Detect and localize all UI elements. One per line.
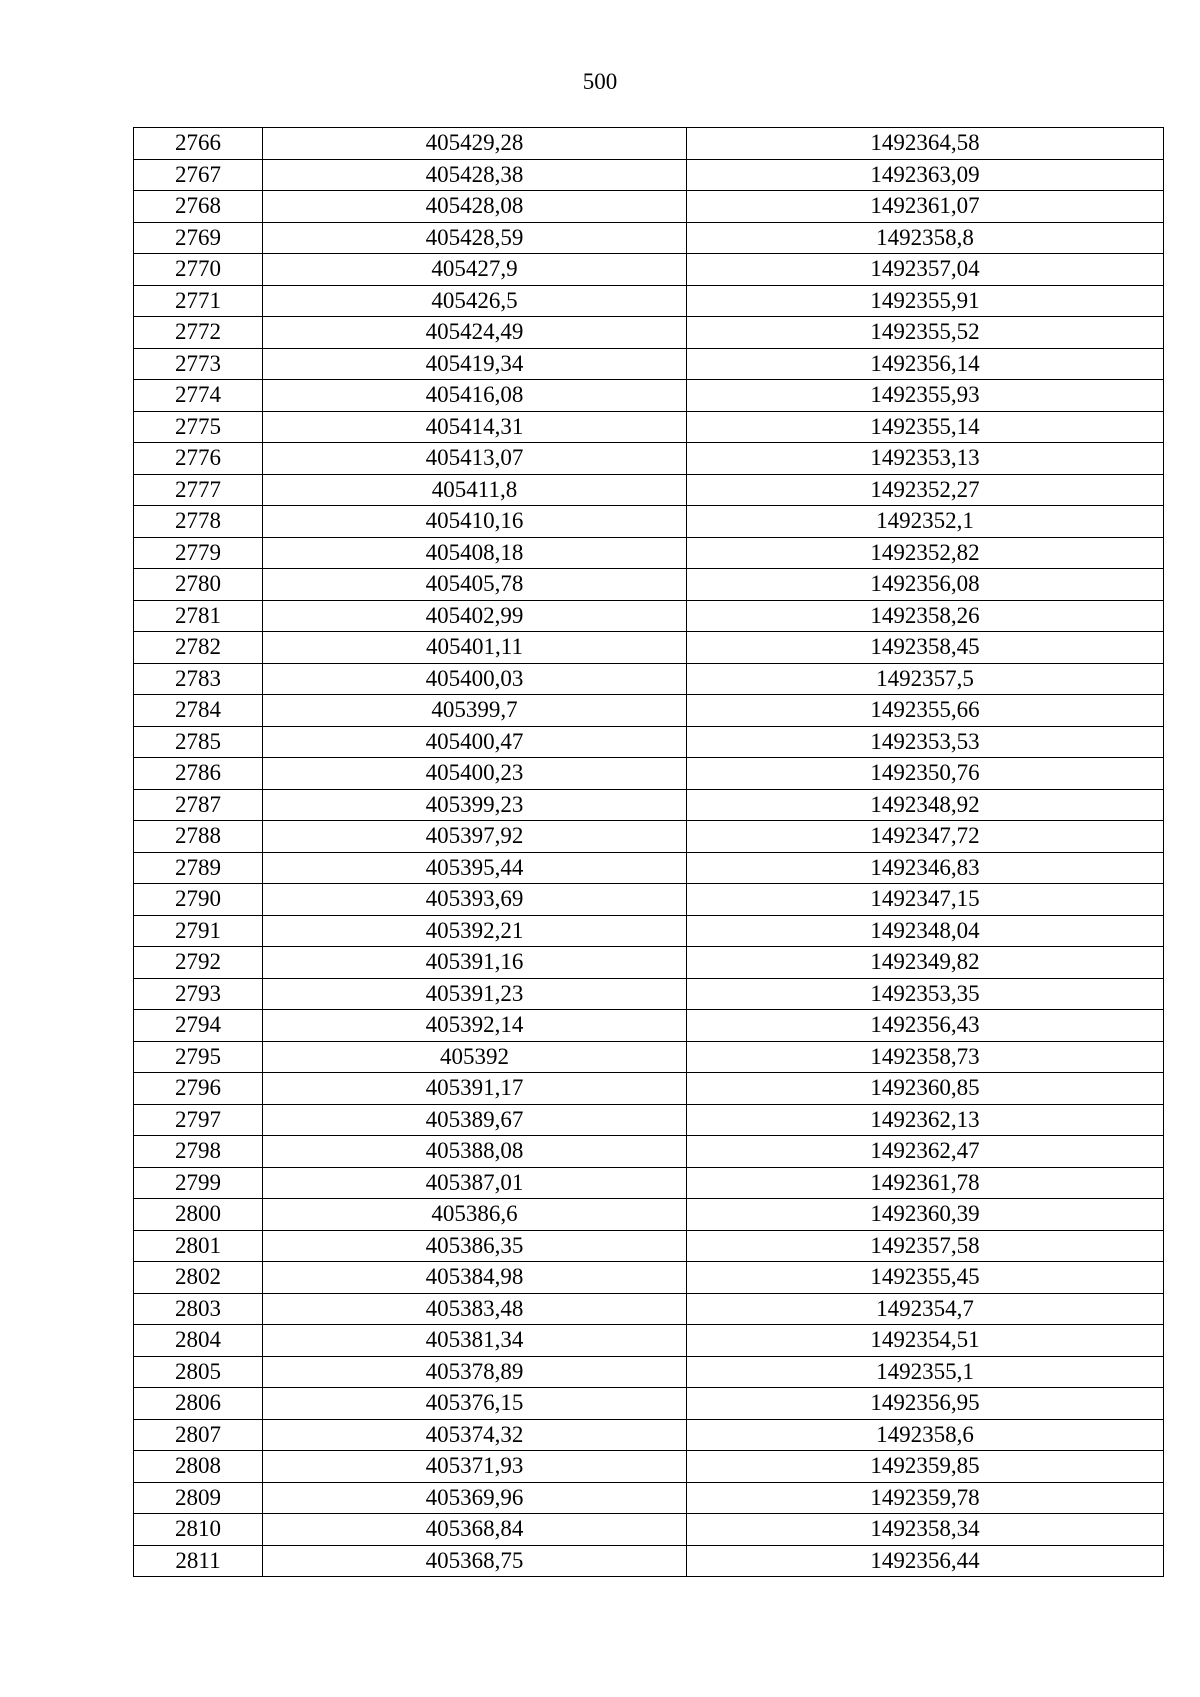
table-row xyxy=(134,726,1164,758)
y-coordinate-cell: 1492358,73 xyxy=(687,1041,1164,1073)
y-coordinate-cell: 1492352,1 xyxy=(687,506,1164,538)
table-row xyxy=(134,1545,1164,1577)
x-coordinate-cell: 405391,16 xyxy=(263,947,687,979)
x-coordinate-cell: 405411,8 xyxy=(263,474,687,506)
x-coordinate-cell: 405400,23 xyxy=(263,758,687,790)
y-coordinate-cell: 1492353,35 xyxy=(687,978,1164,1010)
point-number-cell: 2771 xyxy=(134,285,263,317)
table-row xyxy=(134,1262,1164,1294)
point-number-cell: 2773 xyxy=(134,348,263,380)
x-coordinate-cell: 405429,28 xyxy=(263,128,687,160)
x-coordinate-cell: 405386,6 xyxy=(263,1199,687,1231)
x-coordinate-cell: 405391,23 xyxy=(263,978,687,1010)
table-row xyxy=(134,884,1164,916)
y-coordinate-cell: 1492347,15 xyxy=(687,884,1164,916)
table-row xyxy=(134,1104,1164,1136)
point-number-cell: 2768 xyxy=(134,191,263,223)
y-coordinate-cell: 1492355,14 xyxy=(687,411,1164,443)
point-number-cell: 2798 xyxy=(134,1136,263,1168)
y-coordinate-cell: 1492357,04 xyxy=(687,254,1164,286)
point-number-cell: 2799 xyxy=(134,1167,263,1199)
page-number: 500 xyxy=(582,69,618,94)
table-row xyxy=(134,1325,1164,1357)
y-coordinate-cell: 1492361,78 xyxy=(687,1167,1164,1199)
point-number-cell: 2797 xyxy=(134,1104,263,1136)
point-number-cell: 2788 xyxy=(134,821,263,853)
x-coordinate-cell: 405428,08 xyxy=(263,191,687,223)
table-row xyxy=(134,789,1164,821)
table-row xyxy=(134,474,1164,506)
point-number-cell: 2777 xyxy=(134,474,263,506)
table-row xyxy=(134,380,1164,412)
x-coordinate-cell: 405386,35 xyxy=(263,1230,687,1262)
coordinates-table xyxy=(133,127,1164,1577)
x-coordinate-cell: 405378,89 xyxy=(263,1356,687,1388)
x-coordinate-cell: 405383,48 xyxy=(263,1293,687,1325)
point-number-cell: 2793 xyxy=(134,978,263,1010)
y-coordinate-cell: 1492357,58 xyxy=(687,1230,1164,1262)
point-number-cell: 2803 xyxy=(134,1293,263,1325)
point-number-cell: 2775 xyxy=(134,411,263,443)
point-number-cell: 2776 xyxy=(134,443,263,475)
x-coordinate-cell: 405413,07 xyxy=(263,443,687,475)
table-row xyxy=(134,663,1164,695)
point-number-cell: 2786 xyxy=(134,758,263,790)
x-coordinate-cell: 405391,17 xyxy=(263,1073,687,1105)
x-coordinate-cell: 405427,9 xyxy=(263,254,687,286)
point-number-cell: 2778 xyxy=(134,506,263,538)
point-number-cell: 2790 xyxy=(134,884,263,916)
point-number-cell: 2784 xyxy=(134,695,263,727)
y-coordinate-cell: 1492360,85 xyxy=(687,1073,1164,1105)
y-coordinate-cell: 1492356,44 xyxy=(687,1545,1164,1577)
y-coordinate-cell: 1492359,85 xyxy=(687,1451,1164,1483)
y-coordinate-cell: 1492364,58 xyxy=(687,128,1164,160)
y-coordinate-cell: 1492362,47 xyxy=(687,1136,1164,1168)
table-row xyxy=(134,348,1164,380)
point-number-cell: 2770 xyxy=(134,254,263,286)
point-number-cell: 2779 xyxy=(134,537,263,569)
table-row xyxy=(134,852,1164,884)
point-number-cell: 2791 xyxy=(134,915,263,947)
point-number-cell: 2796 xyxy=(134,1073,263,1105)
table-row xyxy=(134,1167,1164,1199)
y-coordinate-cell: 1492350,76 xyxy=(687,758,1164,790)
point-number-cell: 2809 xyxy=(134,1482,263,1514)
x-coordinate-cell: 405408,18 xyxy=(263,537,687,569)
x-coordinate-cell: 405374,32 xyxy=(263,1419,687,1451)
y-coordinate-cell: 1492346,83 xyxy=(687,852,1164,884)
x-coordinate-cell: 405405,78 xyxy=(263,569,687,601)
y-coordinate-cell: 1492355,91 xyxy=(687,285,1164,317)
x-coordinate-cell: 405414,31 xyxy=(263,411,687,443)
point-number-cell: 2772 xyxy=(134,317,263,349)
table-row xyxy=(134,695,1164,727)
table-row xyxy=(134,1010,1164,1042)
x-coordinate-cell: 405424,49 xyxy=(263,317,687,349)
table-row xyxy=(134,1293,1164,1325)
x-coordinate-cell: 405428,38 xyxy=(263,159,687,191)
y-coordinate-cell: 1492355,66 xyxy=(687,695,1164,727)
table-row xyxy=(134,128,1164,160)
y-coordinate-cell: 1492355,52 xyxy=(687,317,1164,349)
point-number-cell: 2787 xyxy=(134,789,263,821)
table-row xyxy=(134,537,1164,569)
y-coordinate-cell: 1492349,82 xyxy=(687,947,1164,979)
x-coordinate-cell: 405392,14 xyxy=(263,1010,687,1042)
x-coordinate-cell: 405384,98 xyxy=(263,1262,687,1294)
table-row xyxy=(134,254,1164,286)
y-coordinate-cell: 1492348,04 xyxy=(687,915,1164,947)
x-coordinate-cell: 405369,96 xyxy=(263,1482,687,1514)
x-coordinate-cell: 405399,7 xyxy=(263,695,687,727)
x-coordinate-cell: 405393,69 xyxy=(263,884,687,916)
x-coordinate-cell: 405395,44 xyxy=(263,852,687,884)
x-coordinate-cell: 405419,34 xyxy=(263,348,687,380)
point-number-cell: 2783 xyxy=(134,663,263,695)
table-row xyxy=(134,1073,1164,1105)
y-coordinate-cell: 1492352,27 xyxy=(687,474,1164,506)
table-row xyxy=(134,159,1164,191)
y-coordinate-cell: 1492356,14 xyxy=(687,348,1164,380)
point-number-cell: 2785 xyxy=(134,726,263,758)
point-number-cell: 2767 xyxy=(134,159,263,191)
point-number-cell: 2811 xyxy=(134,1545,263,1577)
table-row xyxy=(134,1356,1164,1388)
y-coordinate-cell: 1492355,1 xyxy=(687,1356,1164,1388)
table-row xyxy=(134,1230,1164,1262)
y-coordinate-cell: 1492358,45 xyxy=(687,632,1164,664)
point-number-cell: 2808 xyxy=(134,1451,263,1483)
y-coordinate-cell: 1492348,92 xyxy=(687,789,1164,821)
point-number-cell: 2794 xyxy=(134,1010,263,1042)
table-row xyxy=(134,1419,1164,1451)
y-coordinate-cell: 1492352,82 xyxy=(687,537,1164,569)
table-row xyxy=(134,821,1164,853)
table-row xyxy=(134,569,1164,601)
y-coordinate-cell: 1492354,51 xyxy=(687,1325,1164,1357)
coordinates-table-body xyxy=(134,128,1164,1577)
x-coordinate-cell: 405392,21 xyxy=(263,915,687,947)
x-coordinate-cell: 405388,08 xyxy=(263,1136,687,1168)
x-coordinate-cell: 405400,47 xyxy=(263,726,687,758)
table-row xyxy=(134,978,1164,1010)
y-coordinate-cell: 1492347,72 xyxy=(687,821,1164,853)
x-coordinate-cell: 405368,75 xyxy=(263,1545,687,1577)
table-row xyxy=(134,222,1164,254)
table-row xyxy=(134,1514,1164,1546)
point-number-cell: 2789 xyxy=(134,852,263,884)
table-row xyxy=(134,1199,1164,1231)
table-row xyxy=(134,317,1164,349)
point-number-cell: 2800 xyxy=(134,1199,263,1231)
x-coordinate-cell: 405397,92 xyxy=(263,821,687,853)
x-coordinate-cell: 405387,01 xyxy=(263,1167,687,1199)
y-coordinate-cell: 1492358,26 xyxy=(687,600,1164,632)
point-number-cell: 2782 xyxy=(134,632,263,664)
table-row xyxy=(134,443,1164,475)
table-row xyxy=(134,1388,1164,1420)
y-coordinate-cell: 1492356,08 xyxy=(687,569,1164,601)
x-coordinate-cell: 405400,03 xyxy=(263,663,687,695)
y-coordinate-cell: 1492354,7 xyxy=(687,1293,1164,1325)
y-coordinate-cell: 1492362,13 xyxy=(687,1104,1164,1136)
point-number-cell: 2806 xyxy=(134,1388,263,1420)
point-number-cell: 2804 xyxy=(134,1325,263,1357)
x-coordinate-cell: 405371,93 xyxy=(263,1451,687,1483)
point-number-cell: 2802 xyxy=(134,1262,263,1294)
y-coordinate-cell: 1492363,09 xyxy=(687,159,1164,191)
point-number-cell: 2769 xyxy=(134,222,263,254)
table-row xyxy=(134,1451,1164,1483)
table-row xyxy=(134,411,1164,443)
point-number-cell: 2801 xyxy=(134,1230,263,1262)
y-coordinate-cell: 1492359,78 xyxy=(687,1482,1164,1514)
table-row xyxy=(134,1482,1164,1514)
x-coordinate-cell: 405381,34 xyxy=(263,1325,687,1357)
table-row xyxy=(134,285,1164,317)
x-coordinate-cell: 405401,11 xyxy=(263,632,687,664)
point-number-cell: 2810 xyxy=(134,1514,263,1546)
y-coordinate-cell: 1492361,07 xyxy=(687,191,1164,223)
x-coordinate-cell: 405402,99 xyxy=(263,600,687,632)
table-row xyxy=(134,1041,1164,1073)
y-coordinate-cell: 1492353,13 xyxy=(687,443,1164,475)
x-coordinate-cell: 405392 xyxy=(263,1041,687,1073)
y-coordinate-cell: 1492358,8 xyxy=(687,222,1164,254)
x-coordinate-cell: 405410,16 xyxy=(263,506,687,538)
y-coordinate-cell: 1492355,93 xyxy=(687,380,1164,412)
x-coordinate-cell: 405428,59 xyxy=(263,222,687,254)
table-row xyxy=(134,600,1164,632)
point-number-cell: 2774 xyxy=(134,380,263,412)
table-row xyxy=(134,758,1164,790)
y-coordinate-cell: 1492358,34 xyxy=(687,1514,1164,1546)
y-coordinate-cell: 1492356,43 xyxy=(687,1010,1164,1042)
table-row xyxy=(134,947,1164,979)
table-row xyxy=(134,191,1164,223)
table-row xyxy=(134,915,1164,947)
x-coordinate-cell: 405376,15 xyxy=(263,1388,687,1420)
point-number-cell: 2780 xyxy=(134,569,263,601)
table-row xyxy=(134,1136,1164,1168)
x-coordinate-cell: 405389,67 xyxy=(263,1104,687,1136)
y-coordinate-cell: 1492357,5 xyxy=(687,663,1164,695)
x-coordinate-cell: 405426,5 xyxy=(263,285,687,317)
x-coordinate-cell: 405416,08 xyxy=(263,380,687,412)
point-number-cell: 2766 xyxy=(134,128,263,160)
x-coordinate-cell: 405368,84 xyxy=(263,1514,687,1546)
y-coordinate-cell: 1492356,95 xyxy=(687,1388,1164,1420)
table-row xyxy=(134,632,1164,664)
point-number-cell: 2795 xyxy=(134,1041,263,1073)
y-coordinate-cell: 1492355,45 xyxy=(687,1262,1164,1294)
x-coordinate-cell: 405399,23 xyxy=(263,789,687,821)
y-coordinate-cell: 1492360,39 xyxy=(687,1199,1164,1231)
y-coordinate-cell: 1492358,6 xyxy=(687,1419,1164,1451)
point-number-cell: 2807 xyxy=(134,1419,263,1451)
point-number-cell: 2781 xyxy=(134,600,263,632)
y-coordinate-cell: 1492353,53 xyxy=(687,726,1164,758)
point-number-cell: 2792 xyxy=(134,947,263,979)
table-row xyxy=(134,506,1164,538)
point-number-cell: 2805 xyxy=(134,1356,263,1388)
